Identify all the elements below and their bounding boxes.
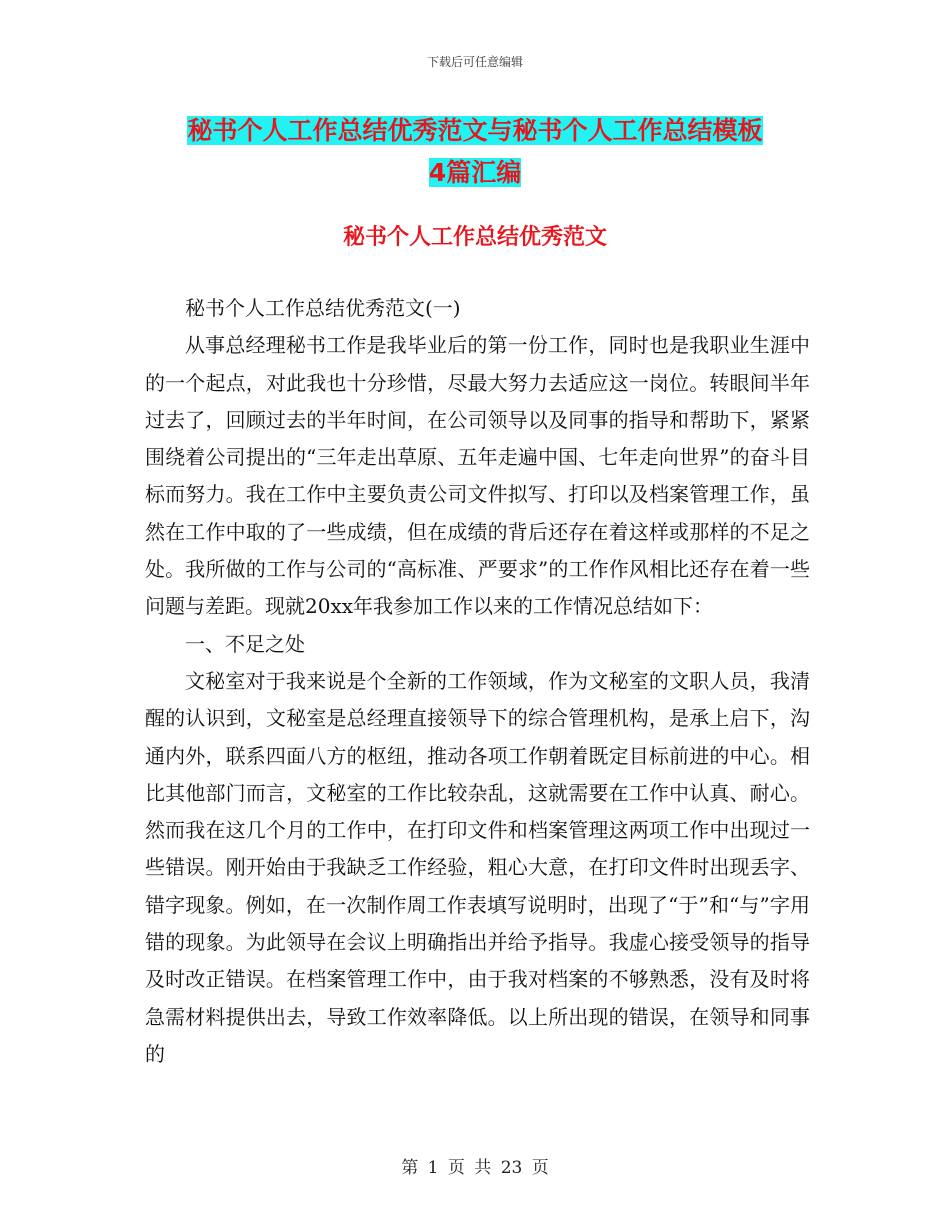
page-footer: 第 1 页 共 23 页 [401,1158,549,1178]
title-line-1: 秘书个人工作总结优秀范文与秘书个人工作总结模板 [187,116,763,145]
section-title: 秘书个人工作总结优秀范文 [342,225,607,250]
body-text [145,290,810,1073]
document-title [140,110,810,194]
paragraph-intro: 从事总经理秘书工作是我毕业后的第一份工作，同时也是我职业生涯中的一个起点，对此我也十分珍惜，尽最大努力去适应这一岗位。转眼间半年过去了，回顾过去的半年时间，在公司领导以及同事的指导和帮助下，紧紧围绕着公司提出的“三年走出草原、五年走遍中国、七年走向世界”的奋斗目标而努力。我在工作中主要负责公司文件拟写、打印以及档案管理工作，虽然在工作中取的了一些成绩，但在成绩的背后还存在着这样或那样的不足之处。我所做的工作与公司的“高标准、严要求”的工作作风相比还存在着一些问题与差距。现就20xx年我参加工作以来的工作情况总结如下： [145,333,810,619]
paragraph-heading-shortcomings: 一、不足之处 [185,631,305,656]
header-note: 下载后可任意编辑 [426,55,523,69]
title-line-2: 4篇汇编 [428,158,522,187]
paragraph-shortcomings: 文秘室对于我来说是个全新的工作领域，作为文秘室的文职人员，我清醒的认识到，文秘室是总经理直接领导下的综合管理机构，是承上启下，沟通内外，联系四面八方的枢纽，推动各项工作朝着既定目标前进的中心。相比其他部门而言，文秘室的工作比较杂乱，这就需要在工作中认真、耐心。然而我在这几个月的工作中，在打印文件和档案管理这两项工作中出现过一些错误。刚开始由于我缺乏工作经验，粗心大意，在打印文件时出现丢字、错字现象。例如，在一次制作周工作表填写说明时，出现了“于”和“与”字用错的现象。为此领导在会议上明确指出并给予指导。我虚心接受领导的指导及时改正错误。在档案管理工作中，由于我对档案的不够熟悉，没有及时将急需材料提供出去，导致工作效率降低。以上所出现的错误，在领导和同事的 [145,668,810,1066]
paragraph-subtitle: 秘书个人工作总结优秀范文(一) [185,296,461,320]
